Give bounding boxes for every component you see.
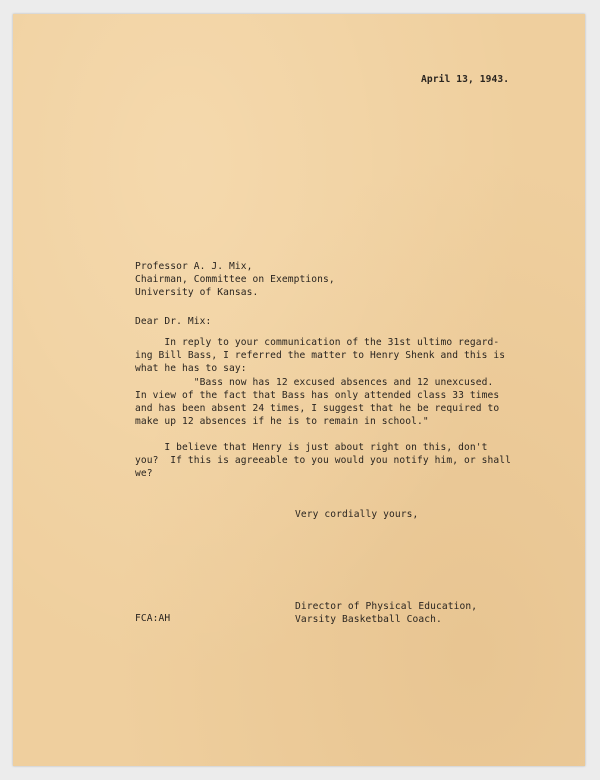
text-line: and has been absent 24 times, I suggest that he be required to [135, 403, 500, 414]
letter-page [13, 14, 585, 766]
recipient-institution: University of Kansas. [135, 287, 259, 298]
signer-title: Varsity Basketball Coach. [295, 614, 442, 625]
text-line: we? [135, 468, 153, 479]
reference-initials: FCA:AH [135, 613, 171, 624]
letter-date: April 13, 1943. [421, 74, 510, 85]
body-paragraph-2 [135, 441, 511, 480]
text-line: make up 12 absences if he is to remain in school." [135, 416, 429, 427]
text-line: In reply to your communication of the 31st ultimo regard- [135, 337, 500, 348]
signature-block [295, 600, 477, 626]
text-line: "Bass now has 12 excused absences and 12 unexcused. [135, 377, 494, 388]
body-paragraph-1 [135, 336, 505, 375]
text-line: ing Bill Bass, I referred the matter to Henry Shenk and this is [135, 350, 506, 361]
recipient-title: Chairman, Committee on Exemptions, [135, 274, 335, 285]
text-line: In view of the fact that Bass has only attended class 33 times [135, 390, 500, 401]
text-line: what he has to say: [135, 363, 247, 374]
salutation: Dear Dr. Mix: [135, 316, 212, 327]
text-line: you? If this is agreeable to you would you notify him, or shall [135, 455, 512, 466]
text-line: I believe that Henry is just about right on this, don't [135, 442, 488, 453]
recipient-name: Professor A. J. Mix, [135, 261, 253, 272]
recipient-address [135, 260, 335, 299]
quoted-paragraph [135, 376, 499, 428]
signer-title: Director of Physical Education, [295, 601, 478, 612]
complimentary-close: Very cordially yours, [295, 509, 419, 520]
